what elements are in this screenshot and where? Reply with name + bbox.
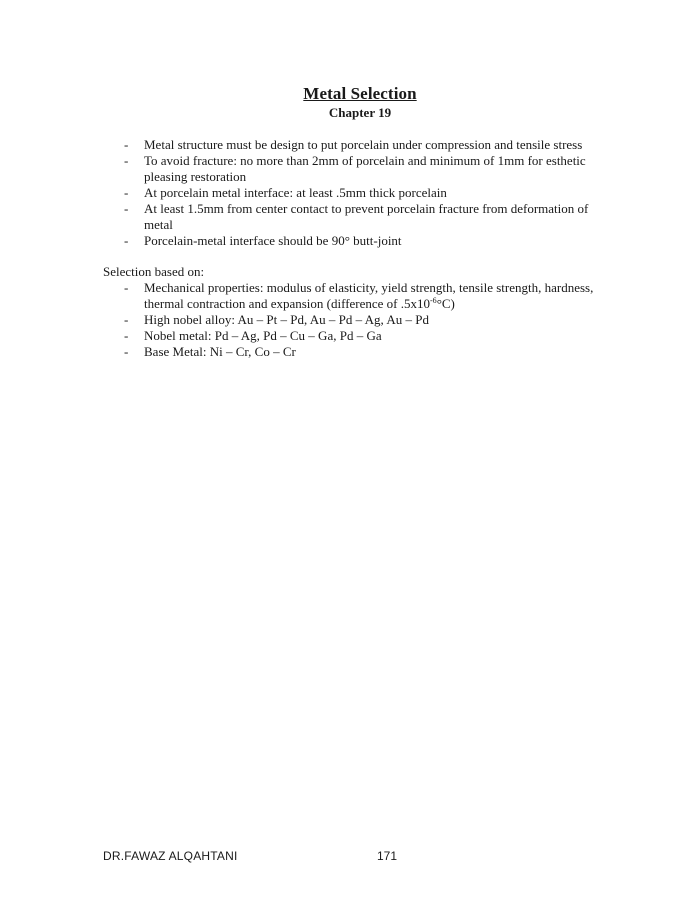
bullet-dash: - <box>124 344 129 359</box>
exponent: -6 <box>430 296 437 305</box>
list-item-text: High nobel alloy: Au – Pt – Pd, Au – Pd – Ag, Au – Pd <box>144 312 429 327</box>
list-item <box>120 280 620 312</box>
footer-author: DR.FAWAZ ALQAHTANI <box>103 849 238 863</box>
list-item-text: Base Metal: Ni – Cr, Co – Cr <box>144 344 296 359</box>
mechanical-properties-text <box>144 280 593 311</box>
bullet-dash: - <box>124 280 129 295</box>
page-title: Metal Selection <box>303 84 417 103</box>
bullet-dash: - <box>124 328 129 343</box>
list-item <box>120 201 620 233</box>
requirements-list <box>120 137 620 249</box>
bullet-dash: - <box>124 233 129 248</box>
bullet-dash: - <box>124 312 129 327</box>
list-item <box>120 185 620 201</box>
bullet-dash: - <box>124 201 129 216</box>
list-item-text: Metal structure must be design to put porcelain under compression and tensile stress <box>144 137 583 152</box>
selection-heading: Selection based on: <box>103 264 205 279</box>
selection-list <box>120 280 620 360</box>
list-item-text: At porcelain metal interface: at least .5mm thick porcelain <box>144 185 447 200</box>
list-item <box>120 137 620 153</box>
chapter-subtitle: Chapter 19 <box>328 105 392 120</box>
bullet-dash: - <box>124 153 129 168</box>
list-item-text: At least 1.5mm from center contact to prevent porcelain fracture from deformation of metal <box>144 201 589 232</box>
list-item-text: Porcelain-metal interface should be 90° butt-joint <box>144 233 402 248</box>
list-item <box>120 233 620 249</box>
list-item <box>120 153 620 185</box>
mechanical-prefix: Mechanical properties: modulus of elasticity, yield strength, tensile strength, hardness, thermal contraction and expansion (difference of .5x10 <box>144 280 594 311</box>
mechanical-suffix: °C) <box>436 296 455 311</box>
list-item <box>120 344 620 360</box>
list-item <box>120 312 620 328</box>
list-item <box>120 328 620 344</box>
list-item-text: To avoid fracture: no more than 2mm of porcelain and minimum of 1mm for esthetic pleasing restoration <box>144 153 586 184</box>
page-number: 171 <box>377 849 398 863</box>
bullet-dash: - <box>124 185 129 200</box>
list-item-text: Nobel metal: Pd – Ag, Pd – Cu – Ga, Pd – Ga <box>144 328 382 343</box>
bullet-dash: - <box>124 137 129 152</box>
